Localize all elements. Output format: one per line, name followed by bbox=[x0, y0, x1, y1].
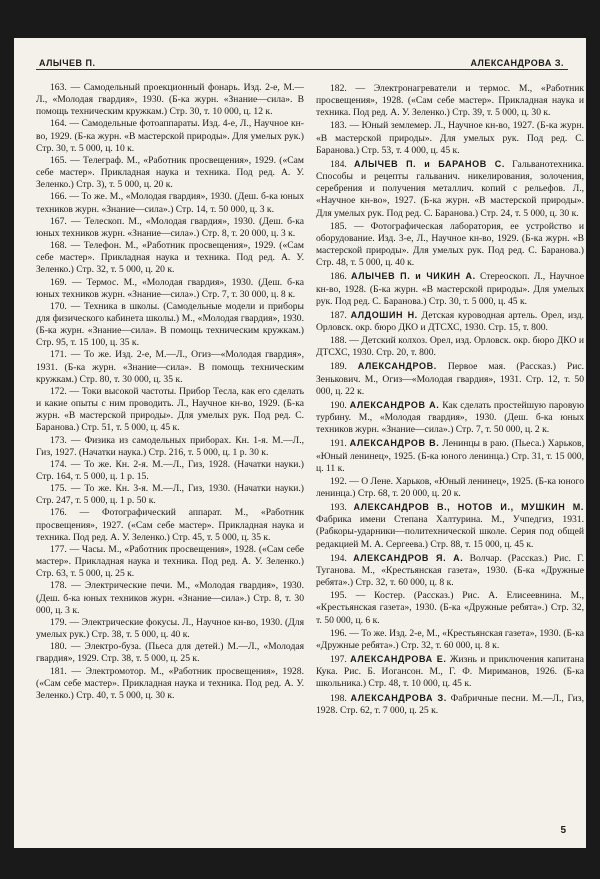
bibliography-entry bbox=[316, 335, 584, 359]
bibliography-entry: 165. — Телеграф. М., «Работник просвещения», 1929. («Сам себе мастер». Прикладная наука и техника. Под ред. А. У. Зеленко.) Стр. 3), т. 5 000, ц. 20 к. bbox=[36, 154, 304, 191]
bibliography-entry bbox=[316, 270, 584, 307]
entry-text: Фабрика имени Степана Халтурина. М., Учпедгиз, 1931. (Рабкоры-ударники—политехнической школе. Серия под общей редакцией М. А. Сергеева.) Стр. 88, т. 15 000, ц. 45 к. bbox=[316, 514, 584, 550]
entry-text: Жизнь и приключения капитана Кука. Рис. Б. Иогансон. М., Г. Ф. Мириманов, 1926. (Б-ка школьника.) Стр. 48, т. 10 000, ц. 45 к. bbox=[316, 654, 584, 690]
bibliography-entry bbox=[316, 221, 584, 270]
bibliography-entry bbox=[316, 158, 584, 220]
entry-number: 191. bbox=[330, 438, 347, 450]
entry-number: 195. bbox=[330, 590, 347, 602]
entry-number: 188. bbox=[330, 335, 347, 347]
bibliography-entry: 172. — Токи высокой частоты. Прибор Тесла, как его сделать и какие опыты с ним проводить. Л., Научное кн-во, 1929. (Б-ка журн. «В мастерской природы». Для умелых рук. Под ред. С. Баранова.) Стр. 51, т. 5 000, ц. 45 к. bbox=[36, 385, 304, 434]
author-name: АЛЕКСАНДРОВ В., НОТОВ И., МУШКИН М. bbox=[353, 502, 584, 513]
author-name: АЛЕКСАНДРОВ Я. А. bbox=[353, 552, 464, 563]
author-name: АЛЫЧЕВ П. и ЧИКИН А. bbox=[351, 271, 476, 282]
entry-number: 184. bbox=[330, 158, 347, 170]
bibliography-entry: 167. — Телескоп. М., «Молодая гвардия», 1930. (Деш. б-ка юных техников журн. «Знание—сила».) Стр. 8, т. 20 000, ц. 3 к. bbox=[36, 215, 304, 239]
entry-number: 187. bbox=[330, 309, 347, 321]
bibliography-entry: 164. — Самодельные фотоаппараты. Изд. 4-е, Л., Научное кн-во, 1929. (Б-ка журн. «В мастерской природы». Для умелых рук.) Стр. 30, т. 5 000, ц. 10 к. bbox=[36, 118, 304, 154]
author-name: АЛЕКСАНДРОВА Е. bbox=[350, 654, 447, 665]
running-header-left: АЛЫЧЕВ П. bbox=[39, 58, 96, 68]
author-name: АЛЕКСАНДРОВ А. bbox=[349, 399, 440, 410]
bibliography-entry: 175. — То же. Кн. 3-я. М.—Л., Гиз, 1930. (Начатки науки.) Стр. 247, т. 5 000, ц. 1 р. 50 к. bbox=[36, 483, 304, 507]
entry-number: 185. bbox=[330, 220, 347, 232]
author-name: АЛЕКСАНДРОВ В. bbox=[349, 438, 440, 449]
page-number: 5 bbox=[560, 825, 566, 836]
entry-number: 186. bbox=[330, 271, 347, 283]
bibliography-entry: 163. — Самодельный проекционный фонарь. Изд. 2-е, М.—Л., «Молодая гвардия», 1930. (Б-ка журн. «Знание—сила». В помощь техническим кружкам.) Стр. 30, т. 10 000, ц. 12 к. bbox=[36, 82, 304, 118]
book-page bbox=[14, 38, 586, 848]
entry-text: — О Лене. Харьков, «Юный ленинец», 1925. (Б-ка юного ленинца.) Стр. 68, т. 20 000, ц. 20 к. bbox=[316, 475, 585, 499]
bibliography-entry: 178. — Электрические печи. М., «Молодая гвардия», 1930. (Деш. б-ка юных техников журн. «Знание—сила».) Стр. 8, т. 30 000, ц. 3 к. bbox=[36, 580, 304, 616]
entry-text: Волчар. (Рассказ.) Рис. Г. Туганова. М., «Крестьянская газета», 1930. (Б-ка «Дружные ребята».) Стр. 32, т. 60 000, ц. 8 к. bbox=[316, 552, 584, 589]
entry-number: 192. bbox=[330, 475, 347, 487]
entry-text: Ленинцы в раю. (Пьеса.) Харьков, «Юный ленинец», 1925. (Б-ка юного ленинца.) Стр. 31, т. 15 000, ц. 11 к. bbox=[316, 438, 584, 474]
bibliography-entry: 180. — Электро-буза. (Пьеса для детей.) М.—Л., «Молодая гвардия», 1929. Стр. 38, т. 5 000, ц. 25 к. bbox=[36, 641, 304, 665]
entry-text: — То же. Изд. 2-е, М., «Крестьянская газета», 1930. (Б-ка «Дружные ребята».) Стр. 32, т. 60 000, ц. 8 к. bbox=[316, 627, 584, 651]
entry-text: — Электронагреватели и термос. М., «Работник просвещения», 1928. («Сам себе мастер». Прикладная наука и техника. Под ред. А. У. Зеленко.) Стр. 39, т. 5 000, ц. 30 к. bbox=[316, 83, 584, 119]
bibliography-entry bbox=[316, 628, 584, 652]
entry-text: Стереоскоп. Л., Научное кн-во, 1928. (Б-ка журн. «В мастерской природы». Для умелых рук. Под ред. С. Баранова.) Стр. 30, т. 5 000, ц. 45 к. bbox=[316, 271, 584, 307]
bibliography-entry bbox=[316, 476, 584, 500]
running-header-right: АЛЕКСАНДРОВА З. bbox=[470, 58, 564, 68]
bibliography-entry: 166. — То же. М., «Молодая гвардия», 1930. (Деш. б-ка юных техников журн. «Знание—сила».) Стр. 14, т. 50 000, ц. 3 к. bbox=[36, 191, 304, 215]
entry-number: 196. bbox=[330, 627, 347, 639]
entry-number: 189. bbox=[330, 361, 347, 373]
entry-text: — Юный землемер. Л., Научное кн-во, 1927. (Б-ка журн. «В мастерской природы». Для умелых рук. Под ред. С. Баранова.) Стр. 53, т. 4 000, ц. 45 к. bbox=[316, 120, 584, 156]
entry-text: Как сделать простейшую паровую турбину. М., «Молодая гвардия», 1930. (Деш. б-ка юных техников журн. «Знание—сила».) Стр. 7, т. 50 000, ц. 2 к. bbox=[316, 399, 584, 436]
entry-number: 183. bbox=[330, 120, 347, 132]
bibliography-entry bbox=[316, 653, 584, 690]
entry-text: Гальванотехника. Способы и рецепты гальванич. никелирования, золочения, серебрения и получения металлич. копий с рельефов. Л., «Научное кн-во», 1927. (Б-ка журн. «В мастерской природы». Для умелых рук. Под ред. С. Баранова.) Стр. 24, т. 5 000, ц. 30 к. bbox=[316, 158, 585, 219]
bibliography-entry bbox=[316, 501, 584, 551]
right-column bbox=[316, 82, 584, 717]
left-column bbox=[36, 82, 304, 702]
bibliography-entry: 169. — Термос. М., «Молодая гвардия», 1930. (Деш. б-ка юных техников журн. «Знание—сила».) Стр. 7, т. 30 000, ц. 8 к. bbox=[36, 276, 304, 300]
bibliography-entry bbox=[316, 309, 584, 334]
entry-text: Детская куроводная артель. Орел, изд. Орловск. окр. бюро ДКО и ДТСХС, 1930. Стр. 15, т. 800. bbox=[316, 309, 584, 333]
bibliography-entry bbox=[316, 120, 584, 156]
bibliography-entry: 168. — Телефон. М., «Работник просвещения», 1929. («Сам себе мастер». Прикладная наука и техника. Под ред. А. У. Зеленко.) Стр. 32, т. 5 000, ц. 20 к. bbox=[36, 240, 304, 276]
bibliography-entry bbox=[316, 590, 584, 626]
bibliography-entry bbox=[316, 83, 584, 119]
author-name: АЛЕКСАНДРОВА З. bbox=[350, 692, 447, 703]
bibliography-entry: 170. — Техника в школы. (Самодельные модели и приборы для физического кабинета школы.) М., «Молодая гвардия», 1930. (Б-ка журн. «Знание—сила». В помощь техническим кружкам.) Стр. 95, т. 15 100, ц. 35 к. bbox=[36, 300, 304, 349]
entry-number: 190. bbox=[330, 399, 347, 411]
bibliography-entry bbox=[316, 437, 584, 474]
bibliography-entry: 176. — Фотографический аппарат. М., «Работник просвещения», 1927. («Сам себе мастер». Прикладная наука и техника. Под ред. А. У. Зеленко.) Стр. 45, т. 5 000, ц. 35 к. bbox=[36, 507, 304, 543]
entry-text: — Детский колхоз. Орел, изд. Орловск. окр. бюро ДКО и ДТСХС, 1930. Стр. 20, т. 800. bbox=[316, 335, 584, 359]
entry-number: 194. bbox=[330, 552, 347, 564]
author-name: АЛЕКСАНДРОВ. bbox=[357, 361, 437, 372]
bibliography-entry: 173. — Физика из самодельных приборах. Кн. 1-я. М.—Л., Гиз, 1927. (Начатки наука.) Стр. 216, т. 5 000, ц. 1 р. 30 к. bbox=[36, 434, 304, 458]
entry-text: — Костер. (Рассказ.) Рис. А. Елисеевнина. М., «Крестьянская газета», 1930. (Б-ка «Дружные ребята».) Стр. 32, т. 50 000, ц. 6 к. bbox=[316, 590, 584, 626]
entry-text: Первое мая. (Рассказ.) Рис. Зенькович. М., Огиз—«Молодая гвардия», 1931. Стр. 12, т. 50 000, ц. 22 к. bbox=[316, 361, 584, 397]
bibliography-entry: 171. — То же. Изд. 2-е, М.—Л., Огиз—«Молодая гвардия», 1931. (Б-ка журн. «Знание—сила». В помощь техническим кружкам.) Стр. 80, т. 30 000, ц. 35 к. bbox=[36, 349, 304, 385]
bibliography-entry: 174. — То же. Кн. 2-я. М.—Л., Гиз, 1928. (Начатки науки.) Стр. 164, т. 5 000, ц. 1 р. 15. bbox=[36, 458, 304, 482]
bibliography-entry: 181. — Электромотор. М., «Работник просвещения», 1928. («Сам себе мастер». Прикладная наука и техника. Под ред. А. У. Зеленко.) Стр. 40, т. 5 000, ц. 30 к. bbox=[36, 665, 304, 701]
entry-number: 198. bbox=[330, 692, 347, 704]
entry-number: 182. bbox=[330, 83, 347, 94]
bibliography-entry bbox=[316, 692, 584, 717]
header-rule bbox=[36, 69, 568, 70]
bibliography-entry bbox=[316, 360, 584, 397]
author-name: АЛЫЧЕВ П. и БАРАНОВ С. bbox=[354, 158, 505, 169]
entry-text: — Фотографическая лаборатория, ее устройство и оборудование. Изд. 3-е, Л., Научное кн-во, 1929. (Б-ка журн. «В мастерской природы». Для умелых рук. Под ред. С. Баранова.) Стр. 48, т. 5 000, ц. 40 к. bbox=[316, 220, 584, 269]
entry-text: Фабричные песни. М.—Л., Гиз, 1928. Стр. 62, т. 7 000, ц. 25 к. bbox=[316, 692, 584, 716]
bibliography-entry: 179. — Электрические фокусы. Л., Научное кн-во, 1930. (Для умелых рук.) Стр. 38, т. 5 000, ц. 40 к. bbox=[36, 616, 304, 641]
entry-number: 197. bbox=[330, 654, 347, 666]
entry-number: 193. bbox=[330, 502, 347, 514]
author-name: АЛДОШИН Н. bbox=[350, 309, 418, 320]
bibliography-entry: 177. — Часы. М., «Работник просвещения», 1928. («Сам себе мастер». Прикладная наука и техника. Под ред. А. У. Зеленко.) Стр. 63, т. 5 000, ц. 25 к. bbox=[36, 543, 304, 580]
bibliography-entry bbox=[316, 399, 584, 436]
bibliography-entry bbox=[316, 552, 584, 589]
